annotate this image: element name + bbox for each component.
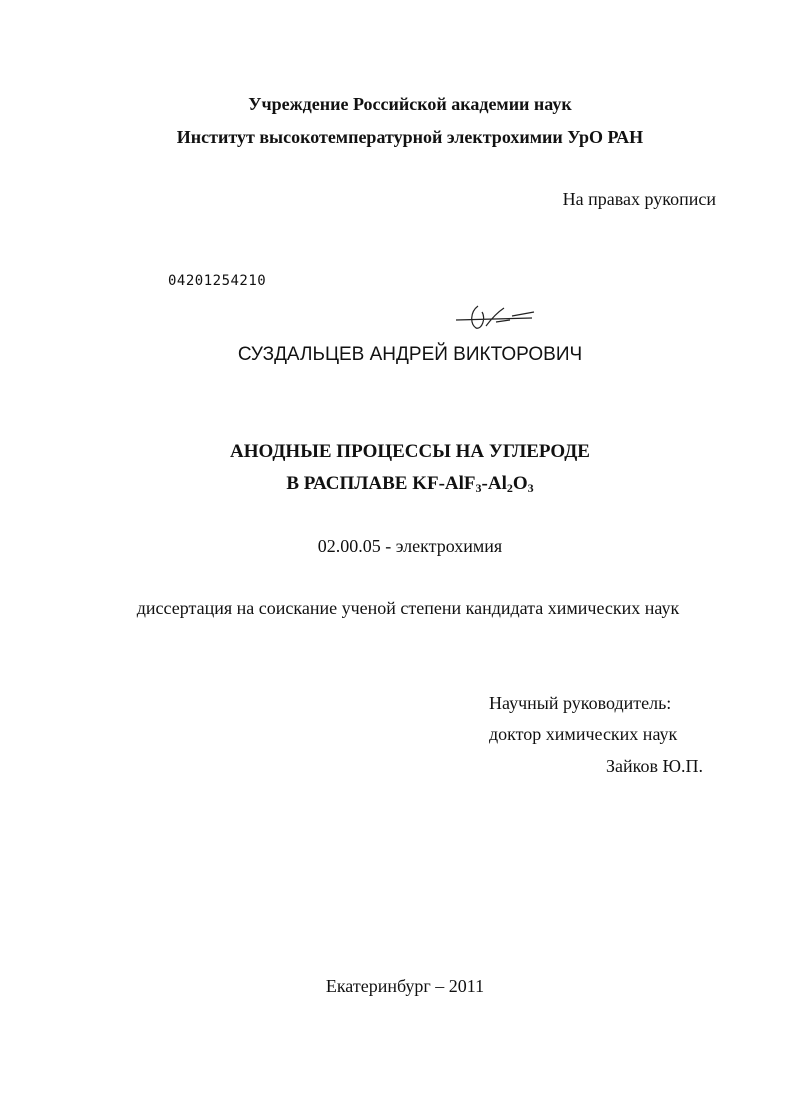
subscript: 2 [506,481,513,495]
catalog-number: 04201254210 [168,273,267,289]
author-name: СУЗДАЛЬЦЕВ АНДРЕЙ ВИКТОРОВИЧ [237,344,583,365]
title-text: O [512,473,528,494]
title-line-1: АНОДНЫЕ ПРОЦЕССЫ НА УГЛЕРОДЕ [230,441,590,462]
signature [452,300,542,336]
specialty: 02.00.05 - электрохимия [317,536,503,556]
title-line-2 [0,474,795,493]
organization: Учреждение Российской академии наук [248,94,572,114]
title-text: -Al [481,473,507,494]
subscript: 3 [527,481,534,495]
institute: Институт высокотемпературной электрохимии УрО РАН [176,127,644,147]
supervisor-name: Зайков Ю.П. [606,756,703,776]
subscript: 3 [475,481,482,495]
degree: диссертация на соискание ученой степени кандидата химических наук [136,598,680,618]
supervisor-rank: доктор химических наук [489,724,678,744]
manuscript-note: На правах рукописи [562,189,716,209]
city-year: Екатеринбург – 2011 [325,976,485,996]
title-text: В РАСПЛАВЕ KF-AlF [286,473,476,494]
supervisor-label: Научный руководитель: [489,693,672,713]
